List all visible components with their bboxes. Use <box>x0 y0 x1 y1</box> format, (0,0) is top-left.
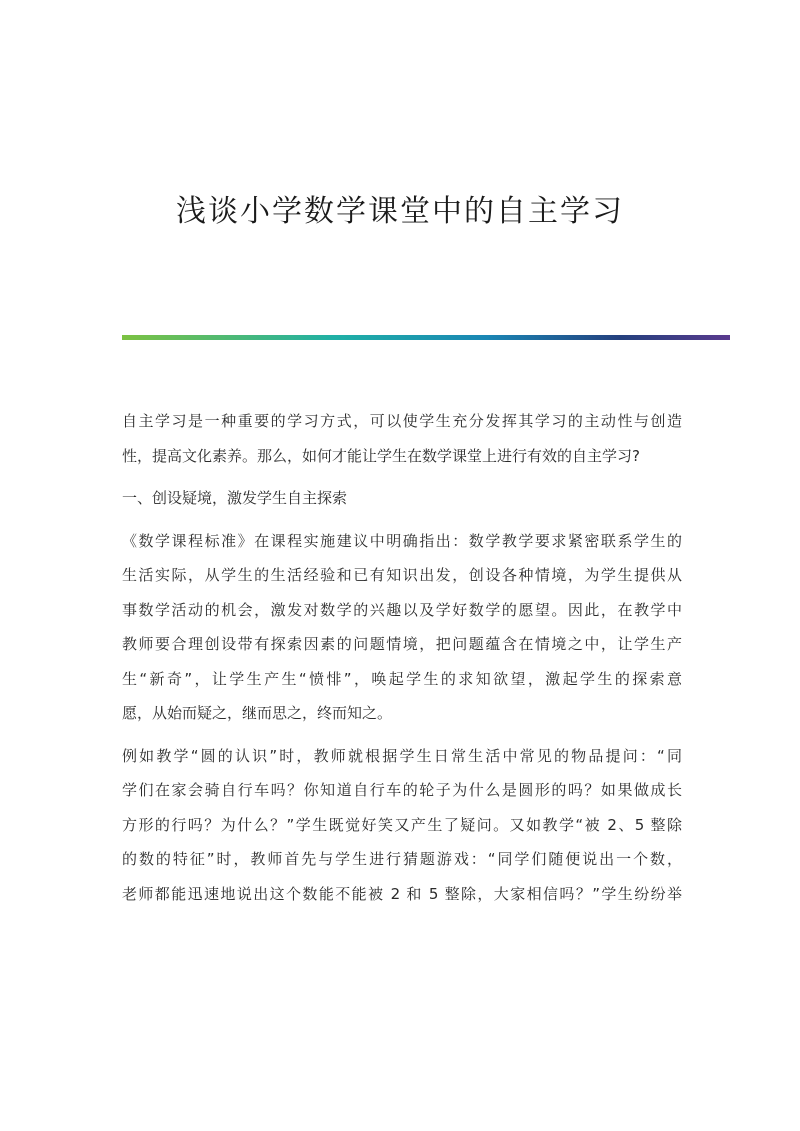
text-line: 愿，从始而疑之，继而思之，终而知之。 <box>122 704 393 722</box>
paragraph-standard <box>122 524 682 731</box>
text-line: 的数的特征”时，教师首先与学生进行猜题游戏：“同学们随便说出一个数， <box>122 850 682 868</box>
text-line: 学们在家会骑自行车吗？你知道自行车的轮子为什么是圆形的吗？如果做成长 <box>122 781 682 799</box>
text-line: 生活实际，从学生的生活经验和已有知识出发，创设各种情境，为学生提供从 <box>122 566 682 584</box>
section-heading <box>122 481 682 516</box>
text-line: 生“新奇”，让学生产生“愤悱”，唤起学生的求知欲望，激起学生的探索意 <box>122 669 682 688</box>
text-line: 老师都能迅速地说出这个数能不能被 2 和 5 整除，大家相信吗？”学生纷纷举 <box>122 884 682 903</box>
paragraph-intro <box>122 404 682 473</box>
text-line: 事数学活动的机会，激发对数学的兴趣以及学好数学的愿望。因此，在教学中 <box>122 600 682 619</box>
document-title: 浅谈小学数学课堂中的自主学习 <box>176 194 624 229</box>
title-divider <box>122 335 730 340</box>
document-body <box>122 404 682 919</box>
text-line: 自主学习是一种重要的学习方式，可以使学生充分发挥其学习的主动性与创造 <box>122 412 682 430</box>
text-line: 一、创设疑境，激发学生自主探索 <box>122 489 348 507</box>
text-line: 《数学课程标准》在课程实施建议中明确指出：数学教学要求紧密联系学生的 <box>122 531 682 550</box>
text-line: 方形的行吗？为什么？”学生既觉好笑又产生了疑问。又如教学“被 2、5 整除 <box>122 815 682 834</box>
text-line: 性，提高文化素养。那么，如何才能让学生在数学课堂上进行有效的自主学习? <box>122 446 640 465</box>
paragraph-example <box>122 739 682 912</box>
text-line: 教师要合理创设带有探索因素的问题情境，把问题蕴含在情境之中，让学生产 <box>122 635 682 653</box>
text-line: 例如教学“圆的认识”时，教师就根据学生日常生活中常见的物品提问：“同 <box>122 746 682 765</box>
